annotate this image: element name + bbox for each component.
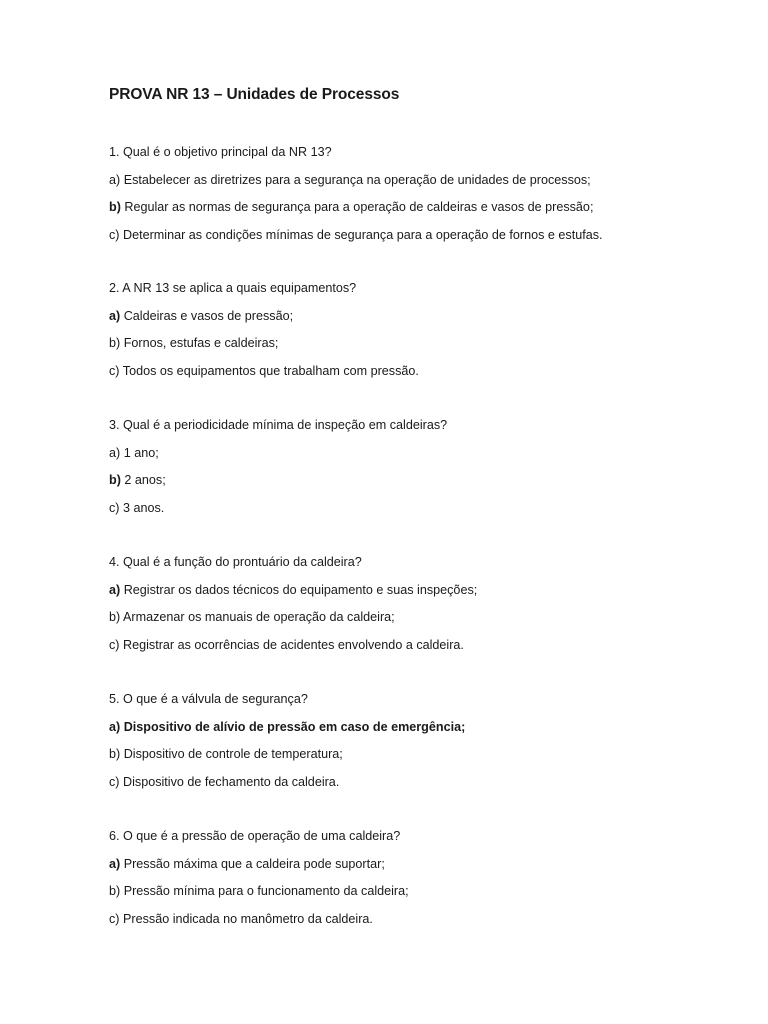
question-2 [109, 279, 729, 389]
question-1 [109, 143, 729, 253]
option-label: c) [109, 774, 120, 789]
option-b [109, 471, 729, 489]
option-c [109, 362, 729, 380]
question-text: 2. A NR 13 se aplica a quais equipamentos? [109, 281, 357, 295]
option-text: Fornos, estufas e caldeiras; [123, 336, 279, 350]
question-text: 5. O que é a válvula de segurança? [109, 692, 308, 706]
option-text: 1 ano; [123, 445, 159, 460]
option-label: c) [109, 911, 120, 926]
option-text: Estabelecer as diretrizes para a segurança na operação de unidades de processos; [123, 172, 591, 187]
question-5 [109, 690, 729, 800]
document-title: PROVA NR 13 – Unidades de Processos [109, 86, 400, 103]
option-label: a) [109, 308, 121, 323]
option-text: Todos os equipamentos que trabalham com pressão. [122, 363, 419, 378]
question-text: 3. Qual é a periodicidade mínima de inspeção em caldeiras? [109, 418, 448, 432]
option-label: a) [109, 172, 121, 187]
option-b [109, 745, 729, 763]
option-text: Registrar as ocorrências de acidentes envolvendo a caldeira. [123, 637, 464, 652]
option-b [109, 198, 729, 216]
option-text: Regular as normas de segurança para a operação de caldeiras e vasos de pressão; [124, 200, 594, 214]
option-label: b) [109, 473, 121, 487]
option-label: c) [109, 227, 120, 242]
option-text: Armazenar os manuais de operação da caldeira; [123, 610, 395, 624]
option-label: b) [109, 747, 121, 761]
option-b [109, 882, 729, 900]
option-label: a) [109, 445, 121, 460]
option-text: Pressão máxima que a caldeira pode suportar; [123, 856, 385, 871]
option-label: c) [109, 363, 120, 378]
option-b [109, 608, 729, 626]
option-label: a) [109, 719, 121, 734]
option-label: c) [109, 637, 120, 652]
option-text: Dispositivo de fechamento da caldeira. [123, 774, 340, 789]
option-label: c) [109, 500, 120, 515]
option-label: b) [109, 884, 121, 898]
option-b [109, 334, 729, 352]
option-c [109, 773, 729, 791]
option-a [109, 581, 729, 599]
option-a [109, 307, 729, 325]
question-text: 6. O que é a pressão de operação de uma caldeira? [109, 829, 401, 843]
option-text: 2 anos; [124, 473, 166, 487]
option-label: a) [109, 856, 121, 871]
option-c [109, 636, 729, 654]
option-text: Dispositivo de controle de temperatura; [123, 747, 343, 761]
option-c [109, 226, 729, 244]
question-3 [109, 416, 729, 526]
option-label: a) [109, 582, 121, 597]
option-text: 3 anos. [123, 500, 165, 515]
option-text: Determinar as condições mínimas de segurança para a operação de fornos e estufas. [123, 227, 603, 242]
option-text: Pressão indicada no manômetro da caldeira. [123, 911, 373, 926]
option-text: Registrar os dados técnicos do equipamento e suas inspeções; [123, 582, 478, 597]
option-a [109, 171, 729, 189]
option-text: Caldeiras e vasos de pressão; [123, 308, 294, 323]
option-c [109, 910, 729, 928]
option-label: b) [109, 336, 121, 350]
question-4 [109, 553, 729, 663]
option-a [109, 718, 729, 736]
option-a [109, 444, 729, 462]
option-a [109, 855, 729, 873]
question-text: 1. Qual é o objetivo principal da NR 13? [109, 145, 332, 159]
option-label: b) [109, 200, 121, 214]
option-text: Dispositivo de alívio de pressão em caso de emergência; [123, 719, 466, 734]
option-c [109, 499, 729, 517]
question-text: 4. Qual é a função do prontuário da caldeira? [109, 555, 362, 569]
option-label: b) [109, 610, 121, 624]
question-6 [109, 827, 729, 937]
option-text: Pressão mínima para o funcionamento da caldeira; [123, 884, 409, 898]
